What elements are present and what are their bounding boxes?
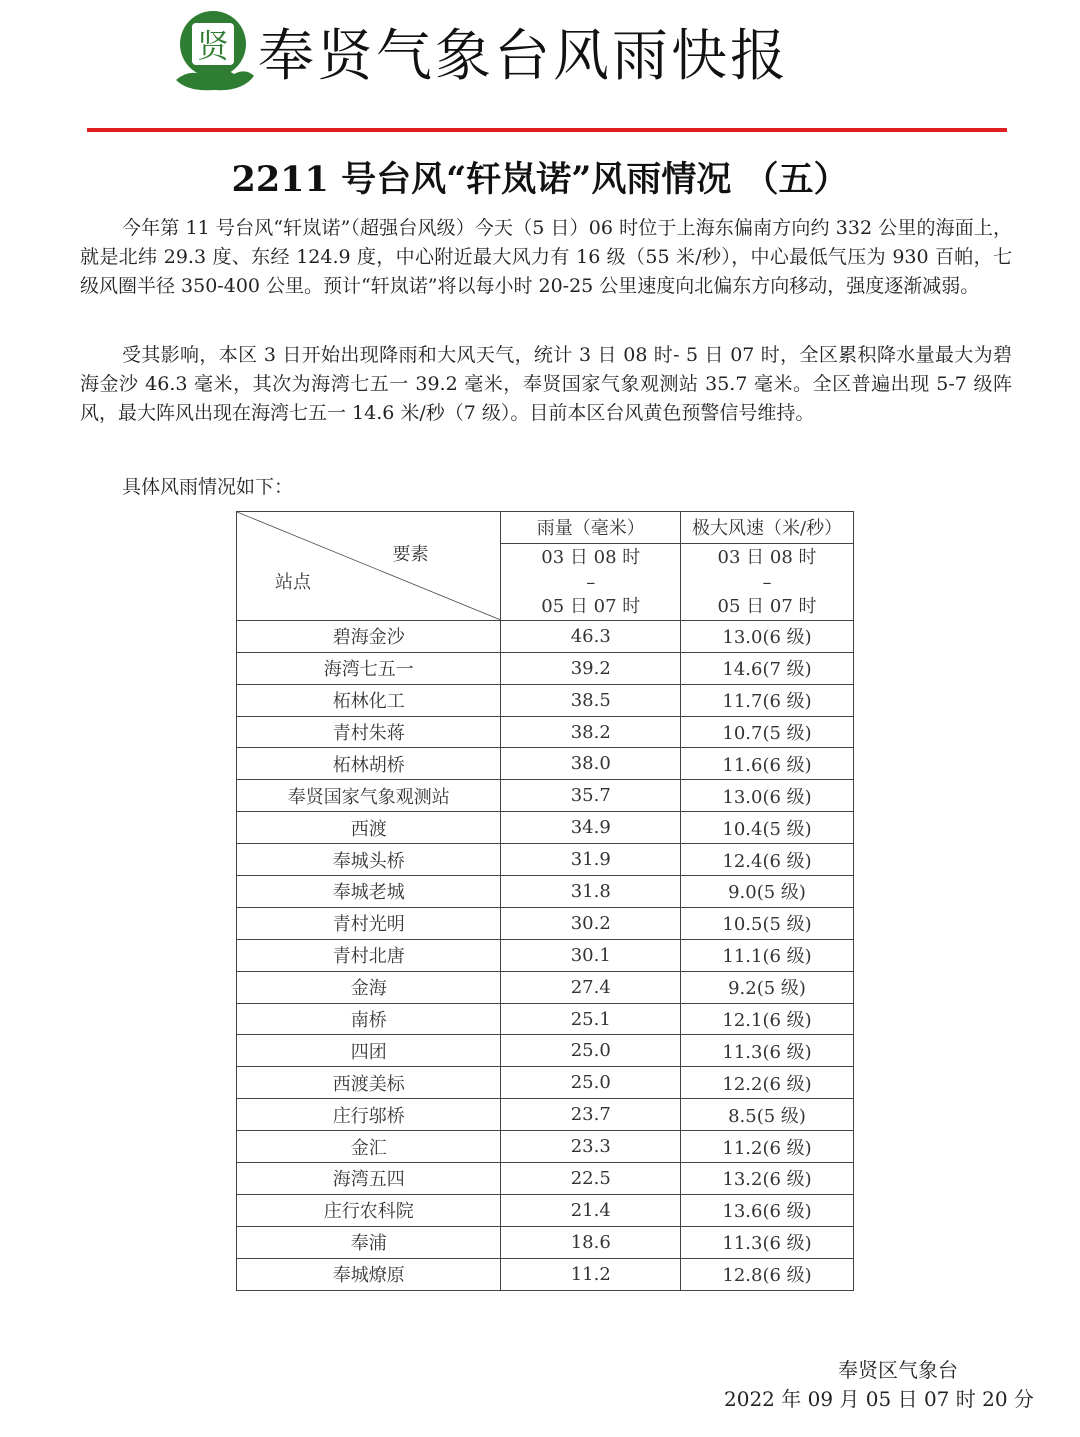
rain-cell: 23.7: [501, 1099, 681, 1131]
wind-cell: 13.0(6 级): [681, 620, 854, 652]
brand-title: 奉贤气象台风雨快报: [258, 24, 789, 89]
wind-cell: 11.1(6 级): [681, 939, 854, 971]
table-lead: 具体风雨情况如下：: [122, 476, 294, 498]
wind-cell: 13.6(6 级): [681, 1194, 854, 1226]
table-row: [237, 652, 854, 684]
table-row: [237, 1163, 854, 1195]
table-row: [237, 1003, 854, 1035]
column-header-wind: 极大风速（米/秒）: [681, 512, 854, 544]
period-dash: –: [762, 571, 772, 593]
rain-cell: 25.1: [501, 1003, 681, 1035]
table-row: [237, 1035, 854, 1067]
corner-label-element: 要素: [392, 544, 429, 565]
wind-cell: 11.7(6 级): [681, 684, 854, 716]
wind-cell: 10.7(5 级): [681, 716, 854, 748]
wind-cell: 9.2(5 级): [681, 971, 854, 1003]
station-cell: 柘林化工: [237, 684, 501, 716]
station-cell: 南桥: [237, 1003, 501, 1035]
station-cell: 四团: [237, 1035, 501, 1067]
wind-cell: 12.4(6 级): [681, 844, 854, 876]
station-cell: 青村北唐: [237, 939, 501, 971]
wind-cell: 8.5(5 级): [681, 1099, 854, 1131]
station-cell: 庄行农科院: [237, 1194, 501, 1226]
table-row: [237, 1194, 854, 1226]
wind-cell: 11.2(6 级): [681, 1131, 854, 1163]
rain-cell: 46.3: [501, 620, 681, 652]
wind-period: [681, 543, 854, 620]
table-row: [237, 971, 854, 1003]
period-end: 05 日 07 时: [717, 596, 817, 618]
wind-cell: 11.3(6 级): [681, 1226, 854, 1258]
wind-cell: 14.6(7 级): [681, 652, 854, 684]
station-cell: 碧海金沙: [237, 620, 501, 652]
station-cell: 奉城老城: [237, 876, 501, 908]
table-row: [237, 1099, 854, 1131]
table-row: [237, 876, 854, 908]
station-cell: 庄行邬桥: [237, 1099, 501, 1131]
table-row: [237, 1131, 854, 1163]
wind-cell: 12.2(6 级): [681, 1067, 854, 1099]
station-cell: 青村朱蒋: [237, 716, 501, 748]
rain-cell: 38.5: [501, 684, 681, 716]
rain-cell: 39.2: [501, 652, 681, 684]
rain-cell: 31.8: [501, 876, 681, 908]
table-row: [237, 716, 854, 748]
wind-cell: 11.6(6 级): [681, 748, 854, 780]
period-dash: –: [586, 571, 596, 593]
rain-wind-table: [236, 511, 854, 1291]
table-row: [237, 907, 854, 939]
station-cell: 海湾七五一: [237, 652, 501, 684]
wind-cell: 10.4(5 级): [681, 812, 854, 844]
rain-cell: 30.1: [501, 939, 681, 971]
table-row: [237, 620, 854, 652]
rain-cell: 23.3: [501, 1131, 681, 1163]
rain-cell: 21.4: [501, 1194, 681, 1226]
station-cell: 奉城燎原: [237, 1258, 501, 1290]
table-body: [237, 620, 854, 1290]
rain-period: [501, 543, 681, 620]
table-row: [237, 812, 854, 844]
footer-organization: 奉贤区气象台: [838, 1358, 958, 1382]
rain-cell: 30.2: [501, 907, 681, 939]
rain-cell: 11.2: [501, 1258, 681, 1290]
wind-cell: 13.2(6 级): [681, 1163, 854, 1195]
period-end: 05 日 07 时: [541, 596, 641, 618]
rain-cell: 34.9: [501, 812, 681, 844]
period-start: 03 日 08 时: [717, 547, 817, 569]
wind-cell: 11.3(6 级): [681, 1035, 854, 1067]
station-cell: 金汇: [237, 1131, 501, 1163]
footer-timestamp: 2022 年 09 月 05 日 07 时 20 分: [724, 1387, 1034, 1411]
rain-cell: 25.0: [501, 1067, 681, 1099]
rain-cell: 38.0: [501, 748, 681, 780]
station-cell: 柘林胡桥: [237, 748, 501, 780]
table-row: [237, 1226, 854, 1258]
table-row: [237, 939, 854, 971]
wind-cell: 13.0(6 级): [681, 780, 854, 812]
station-cell: 奉城头桥: [237, 844, 501, 876]
wind-cell: 10.5(5 级): [681, 907, 854, 939]
rain-cell: 31.9: [501, 844, 681, 876]
wind-cell: 12.1(6 级): [681, 1003, 854, 1035]
rain-cell: 35.7: [501, 780, 681, 812]
logo-glyph: 贤: [196, 27, 230, 65]
wind-cell: 12.8(6 级): [681, 1258, 854, 1290]
table-row: [237, 1067, 854, 1099]
logo-icon: [168, 6, 258, 96]
table-row: [237, 748, 854, 780]
rain-cell: 22.5: [501, 1163, 681, 1195]
column-header-rain: 雨量（毫米）: [501, 512, 681, 544]
table-corner-header: [237, 512, 501, 621]
rain-cell: 18.6: [501, 1226, 681, 1258]
table-row: [237, 684, 854, 716]
page-title: 2211 号台风“轩岚诺”风雨情况 （五）: [231, 159, 849, 200]
station-cell: 青村光明: [237, 907, 501, 939]
station-cell: 奉浦: [237, 1226, 501, 1258]
station-cell: 奉贤国家气象观测站: [237, 780, 501, 812]
paragraph-local-impact: 受其影响，本区 3 日开始出现降雨和大风天气，统计 3 日 08 时- 5 日 07 时，全区累积降水量最大为碧海金沙 46.3 毫米，其次为海湾七五一 39.2 毫米，奉贤国家气象观测站 35.7 毫米。全区普遍出现 5-7 级阵风，最大阵风出现在海湾七五一 14.6 米/秒（7 级）。目前本区台风黄色预警信号维持。: [80, 344, 1012, 424]
paragraph-typhoon-status: 今年第 11 号台风“轩岚诺”（超强台风级）今天（5 日）06 时位于上海东偏南方向约 332 公里的海面上，就是北纬 29.3 度、东经 124.9 度，中心附近最大风力有 16 级（55 米/秒），中心最低气压为 930 百帕，七级风圈半径 350-400 公里。预计“轩岚诺”将以每小时 20-25 公里速度向北偏东方向移动，强度逐渐减弱。: [80, 217, 1012, 297]
table-row: [237, 1258, 854, 1290]
rain-cell: 25.0: [501, 1035, 681, 1067]
table-row: [237, 844, 854, 876]
station-cell: 西渡: [237, 812, 501, 844]
period-start: 03 日 08 时: [541, 547, 641, 569]
station-cell: 西渡美标: [237, 1067, 501, 1099]
table-row: [237, 780, 854, 812]
diagonal-line: [237, 512, 500, 620]
red-rule: [87, 128, 1007, 132]
rain-cell: 38.2: [501, 716, 681, 748]
rain-cell: 27.4: [501, 971, 681, 1003]
wind-cell: 9.0(5 级): [681, 876, 854, 908]
header: [0, 0, 1080, 130]
station-cell: 金海: [237, 971, 501, 1003]
station-cell: 海湾五四: [237, 1163, 501, 1195]
corner-label-station: 站点: [275, 572, 311, 593]
